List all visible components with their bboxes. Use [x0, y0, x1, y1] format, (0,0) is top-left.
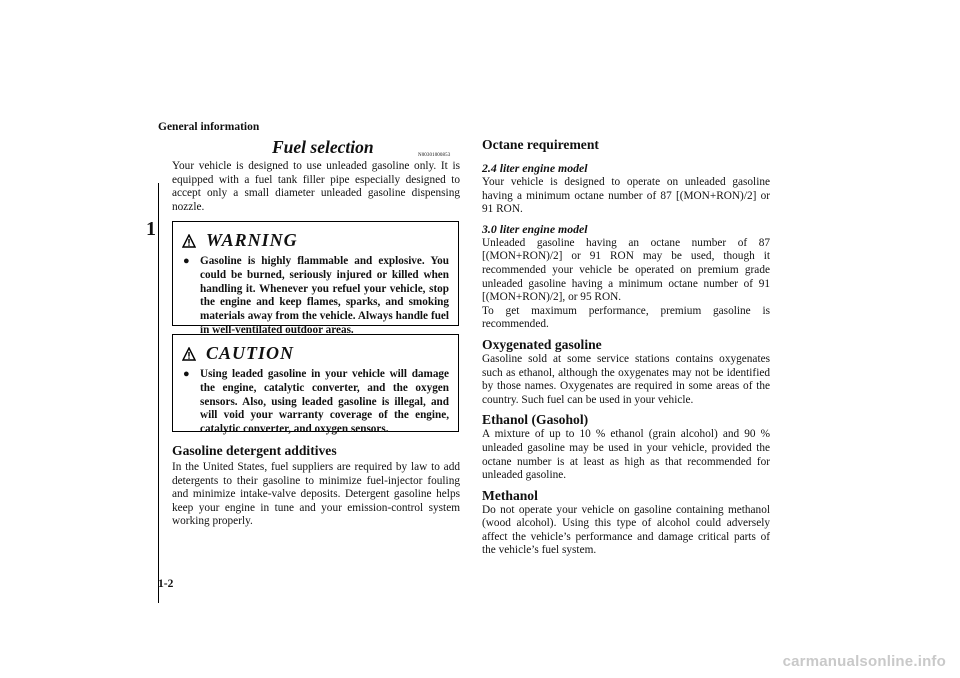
warning-triangle-icon: [182, 234, 196, 248]
intro-paragraph: [172, 160, 460, 214]
running-header: General information: [158, 121, 260, 133]
caution-header: [182, 343, 458, 364]
section-code: N00301000853: [418, 153, 451, 158]
chapter-number: 1: [146, 218, 156, 240]
detergent-heading: Gasoline detergent additives: [172, 443, 337, 458]
bullet-icon: ●: [183, 255, 190, 267]
warning-header: [182, 230, 458, 251]
oxygenated-text: Gasoline sold at some service stations contains oxygenates such as ethanol, although the oxygenates may not be identified by those names. Oxygenates are required in some areas of the country. Such fuel can be used in your vehicle.: [482, 352, 770, 406]
caution-title: CAUTION: [206, 343, 295, 363]
octane-heading: Octane requirement: [482, 137, 599, 152]
caution-text: Using leaded gasoline in your vehicle will damage the engine, catalytic converter, and the oxygen sensors. Also, using leaded gasoline is illegal, and will void your warranty coverage of the engine, catalytic converter, and oxygen sensors.: [200, 368, 449, 436]
octane-sub-30: 3.0 liter engine model: [482, 221, 588, 236]
bullet-icon: ●: [183, 368, 190, 380]
detergent-text: In the United States, fuel suppliers are required by law to add detergents to their gasoline to minimize fuel-injector fouling and minimize intake-valve deposits. Detergent gasoline helps keep your engine in tune and your emission-control system working properly.: [172, 461, 460, 528]
warning-box: [172, 221, 459, 336]
page-number: 1-2: [158, 578, 174, 590]
ethanol-text: A mixture of up to 10 % ethanol (grain alcohol) and 90 % unleaded gasoline may be used in your vehicle, provided the octane number is at least as high as that recommended for unleaded gasoline.: [482, 428, 770, 482]
chapter-divider: [158, 183, 159, 603]
methanol-heading: Methanol: [482, 487, 538, 503]
octane-text-24: Your vehicle is designed to operate on unleaded gasoline having a minimum octane number of 87 [(MON+RON)/2] or 91 RON.: [482, 176, 770, 216]
octane-text-performance: To get maximum performance, premium gasoline is recommended.: [482, 304, 770, 331]
octane-text-30: Unleaded gasoline having an octane number of 87 [(MON+RON)/2] or 91 RON may be used, though it recommended your vehicle be operated on premium grade unleaded gasoline having a minimum octane number of 91 [(MON+RON)/2], or 95 RON.: [482, 236, 770, 304]
oxygenated-heading: Oxygenated gasoline: [482, 336, 602, 352]
watermark: carmanualsonline.info: [782, 653, 946, 670]
right-column: [482, 137, 770, 558]
page-title: Fuel selection: [272, 137, 374, 157]
warning-text: Gasoline is highly flammable and explosive. You could be burned, seriously injured or killed when handling it. Whenever you refuel your vehicle, stop the engine and keep flames, sparks, and smoking materials away from the vehicle. Always handle fuel in well-ventilated outdoor areas.: [200, 255, 449, 336]
warning-item: [183, 255, 449, 338]
warning-title: WARNING: [206, 230, 298, 250]
caution-item: [183, 368, 449, 437]
caution-box: [172, 334, 459, 436]
intro-text: Your vehicle is designed to use unleaded gasoline only. It is equipped with a fuel tank filler pipe especially designed to accept only a small diameter unleaded gasoline dispensing nozzle.: [172, 160, 460, 213]
methanol-text: Do not operate your vehicle on gasoline containing methanol (wood alcohol). Using this type of alcohol could adversely affect the vehicle’s performance and damage critical parts of the vehicle’s fuel system.: [482, 503, 770, 557]
detergent-section: [172, 443, 460, 529]
caution-triangle-icon: [182, 347, 196, 361]
octane-sub-24: 2.4 liter engine model: [482, 161, 588, 175]
ethanol-heading: Ethanol (Gasohol): [482, 412, 589, 428]
